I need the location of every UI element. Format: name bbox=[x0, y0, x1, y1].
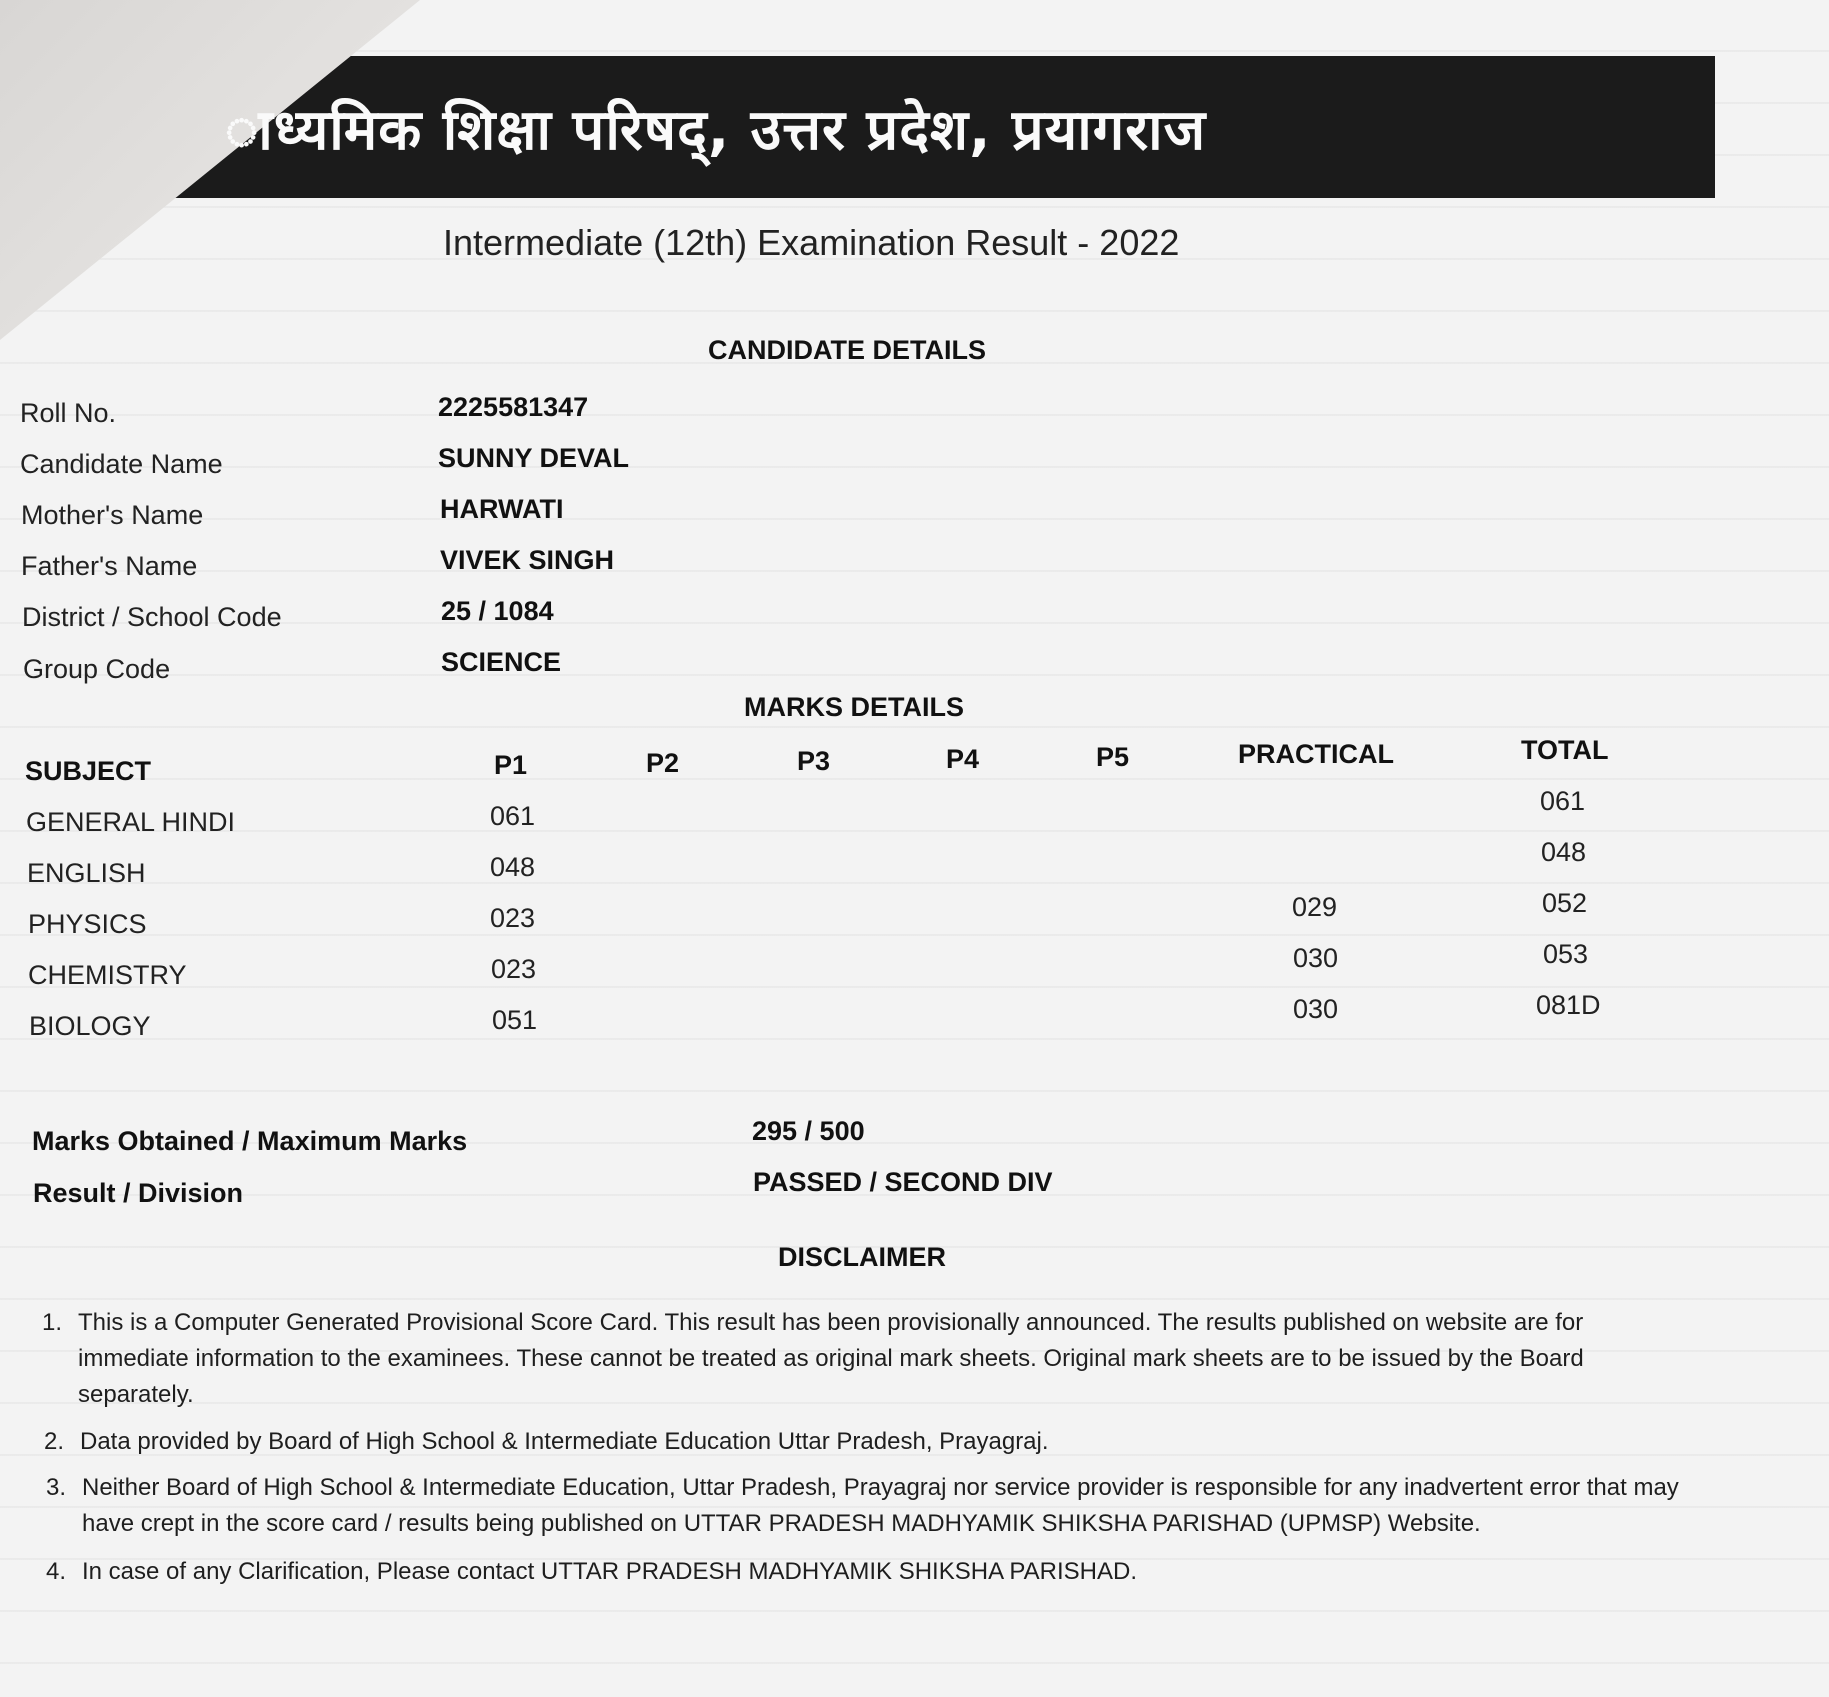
row-p1: 051 bbox=[492, 1005, 538, 1035]
col-p2: P2 bbox=[646, 748, 680, 778]
roll-no-label: Roll No. bbox=[20, 398, 117, 428]
board-name: ाध्यमिक शिक्षा परिषद्, उत्तर प्रदेश, प्रयागराज bbox=[225, 98, 1207, 163]
disclaimer-number: 1. bbox=[42, 1309, 63, 1336]
disclaimer-text: Data provided by Board of High School & Intermediate Education Uttar Pradesh, Prayagraj. bbox=[80, 1428, 1049, 1455]
mother-name-value: HARWATI bbox=[440, 494, 564, 524]
row-practical: 029 bbox=[1292, 892, 1338, 922]
row-total: 048 bbox=[1541, 837, 1587, 867]
result-division-label: Result / Division bbox=[33, 1178, 244, 1208]
marks-obtained-label: Marks Obtained / Maximum Marks bbox=[32, 1126, 468, 1156]
disclaimer-heading: DISCLAIMER bbox=[778, 1242, 946, 1272]
disclaimer-item bbox=[44, 1424, 1684, 1464]
disclaimer-text: This is a Computer Generated Provisional Score Card. This result has been provisionally announced. The results published on website are for immediate information to the examinees. These cannot be treated as original mark sheets. Original mark sheets are to be issued by the Board separately. bbox=[78, 1309, 1584, 1408]
district-school-code-value: 25 / 1084 bbox=[441, 596, 554, 626]
col-subject: SUBJECT bbox=[25, 756, 152, 786]
marks-details-heading: MARKS DETAILS bbox=[744, 692, 964, 722]
row-practical: 030 bbox=[1293, 943, 1339, 973]
row-total: 081D bbox=[1536, 990, 1601, 1020]
row-subject: ENGLISH bbox=[27, 858, 146, 888]
disclaimer-text: Neither Board of High School & Intermediate Education, Uttar Pradesh, Prayagraj nor service provider is responsible for any inadvertent error that may have crept in the score card / results being published on UTTAR PRADESH MADHYAMIK SHIKSHA PARISHAD (UPMSP) Website. bbox=[82, 1474, 1679, 1537]
candidate-details-heading: CANDIDATE DETAILS bbox=[708, 335, 986, 365]
row-p1: 023 bbox=[491, 954, 537, 984]
candidate-name-value: SUNNY DEVAL bbox=[438, 443, 630, 473]
row-subject: CHEMISTRY bbox=[28, 960, 187, 990]
mother-name-label: Mother's Name bbox=[21, 500, 204, 530]
father-name-value: VIVEK SINGH bbox=[440, 545, 615, 575]
row-subject: GENERAL HINDI bbox=[26, 807, 236, 837]
result-division-value: PASSED / SECOND DIV bbox=[753, 1167, 1053, 1197]
disclaimer-item bbox=[46, 1554, 1686, 1594]
col-practical: PRACTICAL bbox=[1238, 739, 1394, 769]
disclaimer-number: 4. bbox=[46, 1558, 67, 1585]
exam-title: Intermediate (12th) Examination Result - 2022 bbox=[443, 222, 1180, 263]
father-name-label: Father's Name bbox=[21, 551, 198, 581]
row-p1: 023 bbox=[490, 903, 536, 933]
row-total: 052 bbox=[1542, 888, 1588, 918]
row-practical: 030 bbox=[1293, 994, 1339, 1024]
row-p1: 048 bbox=[490, 852, 536, 882]
roll-no-value: 2225581347 bbox=[438, 392, 589, 422]
group-code-label: Group Code bbox=[23, 654, 171, 684]
row-total: 053 bbox=[1543, 939, 1589, 969]
candidate-name-label: Candidate Name bbox=[20, 449, 223, 479]
col-p3: P3 bbox=[797, 746, 831, 776]
row-subject: BIOLOGY bbox=[29, 1011, 151, 1041]
group-code-value: SCIENCE bbox=[441, 647, 562, 677]
row-subject: PHYSICS bbox=[28, 909, 147, 939]
disclaimer-item bbox=[42, 1305, 1682, 1415]
col-p5: P5 bbox=[1096, 742, 1130, 772]
col-total: TOTAL bbox=[1521, 735, 1609, 765]
col-p1: P1 bbox=[494, 750, 528, 780]
col-p4: P4 bbox=[946, 744, 980, 774]
disclaimer-number: 2. bbox=[44, 1428, 65, 1455]
disclaimer-number: 3. bbox=[46, 1474, 67, 1501]
disclaimer-item bbox=[46, 1470, 1686, 1546]
row-total: 061 bbox=[1540, 786, 1586, 816]
row-p1: 061 bbox=[490, 801, 536, 831]
marks-obtained-value: 295 / 500 bbox=[752, 1116, 865, 1146]
district-school-code-label: District / School Code bbox=[22, 602, 282, 632]
disclaimer-text: In case of any Clarification, Please contact UTTAR PRADESH MADHYAMIK SHIKSHA PARISHAD. bbox=[82, 1558, 1138, 1585]
